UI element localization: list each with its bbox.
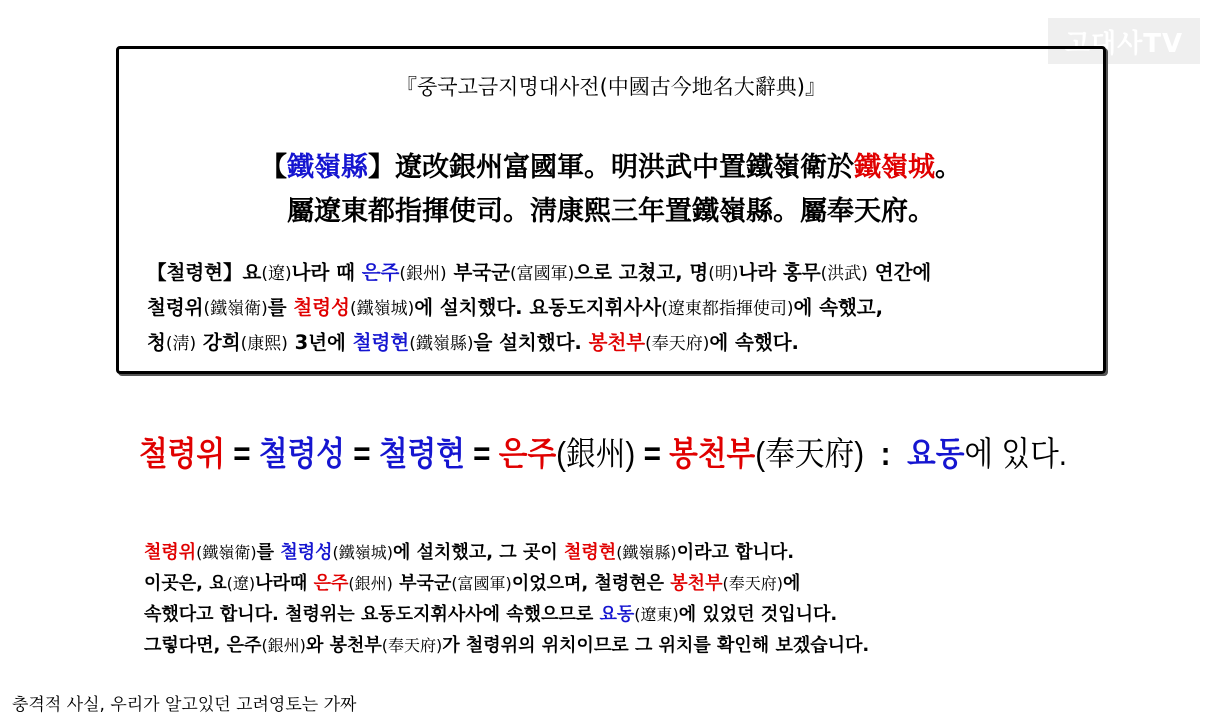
text: 에 설치했다. 요동도지휘사사: [414, 296, 662, 319]
hanja: (遼): [261, 264, 292, 284]
hanja: (銀州): [348, 574, 393, 593]
hanja: (銀州): [399, 264, 447, 284]
term-eunju: 은주: [498, 435, 557, 472]
korean-line-3: [147, 327, 799, 355]
text: 연간에: [867, 261, 932, 284]
hanja: (奉天府): [722, 574, 783, 593]
text: 에 속했다.: [709, 331, 799, 354]
text: 철령위: [147, 296, 204, 319]
text: 이라고 합니다.: [676, 542, 795, 563]
term-eunju: 은주: [361, 261, 400, 284]
text: 속했다고 합니다. 철령위는 요동도지휘사사에 속했으므로: [144, 604, 600, 625]
hanja: (富國軍): [451, 574, 512, 593]
term-cheollyeong-seong: 철령성: [280, 542, 333, 563]
term-cheollyeong-hyeon: 철령현: [564, 542, 617, 563]
term-tieling-city: 鐵嶺城: [854, 152, 935, 183]
text: 를: [267, 296, 294, 319]
channel-watermark: 고대사TV: [1048, 18, 1200, 64]
hanja: (淸): [165, 334, 197, 354]
text: 나라때: [255, 573, 314, 594]
equals: =: [344, 435, 379, 472]
term-bongcheonbu: 봉천부: [588, 331, 646, 354]
paragraph-line-4: [144, 631, 869, 657]
term-cheollyeong-seong: 철령성: [293, 296, 350, 319]
text: 청: [147, 331, 166, 354]
hanja-end: 。: [935, 152, 962, 183]
term-yodong: 요동: [599, 604, 635, 625]
video-caption: 충격적 사실, 우리가 알고있던 고려영토는 가짜: [12, 695, 357, 715]
hanja: (銀州): [261, 636, 306, 655]
text: 와 봉천부: [305, 635, 382, 656]
equation-line: [60, 428, 1145, 475]
colon: :: [864, 435, 908, 472]
text: 으로 고쳤고, 명: [574, 261, 709, 284]
hanja-line-2: 屬遼東都指揮使司。淸康熙三年置鐵嶺縣。屬奉天府。: [287, 196, 935, 227]
hanja-text: 遼改銀州富國軍。明洪武中置鐵嶺衛於: [395, 152, 854, 183]
text: 을 설치했다.: [473, 331, 589, 354]
hanja: (康熙): [240, 334, 288, 354]
hanja: (明): [708, 264, 739, 284]
term-tieling-county: 鐵嶺縣: [287, 152, 368, 183]
hanja: (奉天府): [381, 636, 443, 655]
term-cheollyeong-wi: 철령위: [144, 542, 197, 563]
equals: =: [464, 435, 499, 472]
term-eunju: 은주: [313, 573, 349, 594]
source-title: 『중국고금지명대사전(中國古今地名大辭典)』: [396, 75, 826, 99]
text: 가 철령위의 위치이므로 그 위치를 확인해 보겠습니다.: [442, 635, 870, 656]
text: 에 속했고,: [793, 296, 884, 319]
text: 부국군: [446, 261, 510, 284]
text: 나라 홍무: [738, 261, 821, 284]
text: 3년에: [287, 331, 353, 354]
text: 를: [256, 542, 281, 563]
hanja: (遼東): [634, 605, 679, 624]
term-cheollyeong-hyeon: 철령현: [352, 331, 410, 354]
hanja: (鐵嶺衛): [203, 299, 268, 319]
text: 에: [782, 573, 801, 594]
hanja: (富國軍): [509, 264, 575, 284]
hanja: (洪武): [820, 264, 868, 284]
text: 부국군: [392, 573, 452, 594]
hanja: (鐵嶺城): [349, 299, 415, 319]
paragraph-line-2: [144, 569, 800, 595]
term-cheollyeong-hyeon: 철령현: [378, 435, 465, 472]
term-cheollyeong-wi: 철령위: [138, 435, 226, 472]
text: 에 설치했고, 그 곳이: [393, 542, 565, 563]
hanja: (遼東都指揮使司): [661, 299, 794, 319]
hanja: (鐵嶺縣): [409, 334, 474, 354]
hanja: (鐵嶺縣): [616, 543, 677, 562]
hanja: (奉天府): [645, 334, 710, 354]
hanja: (鐵嶺城): [332, 543, 393, 562]
korean-line-1: [147, 257, 931, 285]
hanja: (鐵嶺衛): [196, 543, 257, 562]
term-cheollyeong-seong: 철령성: [258, 435, 345, 472]
term-bongcheonbu: 봉천부: [670, 573, 723, 594]
term-yodong: 요동: [907, 435, 965, 472]
hanja-line-1: [119, 145, 1103, 184]
term-bongcheonbu: 봉천부: [669, 435, 756, 472]
korean-line-2: [147, 292, 883, 320]
equals: =: [635, 435, 670, 472]
text: 에 있었던 것입니다.: [678, 604, 838, 625]
hanja: (奉天府): [755, 435, 865, 472]
hanja: (銀州): [556, 435, 636, 472]
text: 나라 때: [291, 261, 362, 284]
hanja: (遼): [226, 574, 256, 593]
paragraph-line-1: [144, 538, 794, 564]
text: 【철령현】요: [147, 261, 262, 284]
equals: =: [225, 435, 259, 472]
text: 이었으며, 철령현은: [511, 573, 671, 594]
bracket-close: 】: [368, 152, 395, 183]
equation-tail: 에 있다.: [964, 435, 1068, 472]
quote-box: [116, 46, 1106, 374]
text: 그렇다면, 은주: [144, 635, 262, 656]
text: 이곳은, 요: [144, 573, 227, 594]
bracket-open: 【: [260, 152, 287, 183]
text: 강희: [196, 331, 241, 354]
paragraph-line-3: [144, 600, 837, 626]
